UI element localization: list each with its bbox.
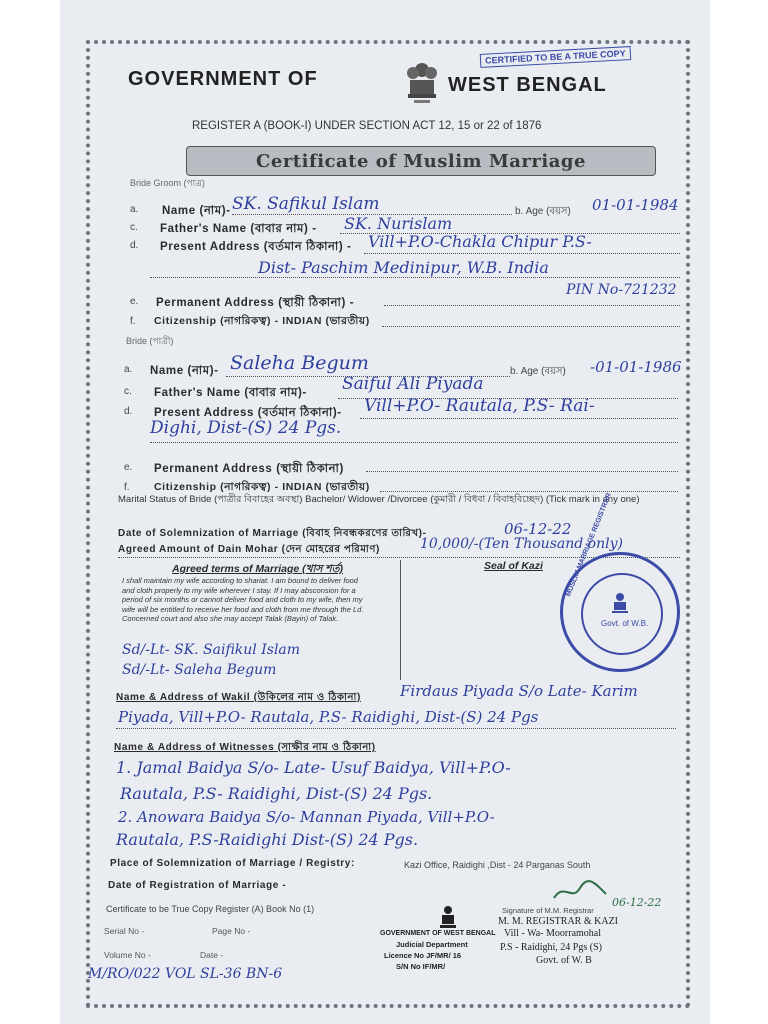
groom-present-value-1: Vill+P.O-Chakla Chipur P.S-	[368, 232, 592, 251]
registrar-line-4: Govt. of W. B	[536, 955, 592, 966]
bride-age-label: b. Age (বয়স)	[510, 366, 566, 377]
groom-f: f.	[130, 316, 136, 327]
reference-number: M/RO/022 VOL SL-36 BN-6	[88, 966, 283, 982]
groom-father-label: Father's Name (বাবার নাম) -	[160, 223, 317, 235]
govt-stamp-1: GOVERNMENT OF WEST BENGAL	[380, 930, 496, 937]
registration-date-label: Date of Registration of Marriage -	[108, 880, 287, 891]
registrar-line-2: Vill - Wa- Moorramohal	[504, 928, 601, 939]
groom-present-value-2: Dist- Paschim Medinipur, W.B. India	[258, 258, 549, 277]
page-label: Page No -	[212, 926, 251, 936]
seal-text: MUSLIM MARRIAGE REGISTRAR	[565, 492, 614, 598]
bride-present-value-2: Dighi, Dist-(S) 24 Pgs.	[150, 418, 342, 438]
volume-label: Volume No -	[104, 950, 151, 960]
bride-age-value: -01-01-1986	[590, 358, 682, 376]
bride-present-value-1: Vill+P.O- Rautala, P.S- Rai-	[364, 396, 595, 416]
groom-a: a.	[130, 204, 139, 215]
bride-a: a.	[124, 364, 133, 375]
bride-present-label: Present Address (বর্তমান ঠিকানা)-	[154, 407, 342, 419]
bride-father-value: Saiful Ali Piyada	[342, 374, 484, 394]
licence-no: Licence No JF/MR/ 16	[384, 951, 462, 960]
witness-2-line-2: Rautala, P.S-Raidighi Dist-(S) 24 Pgs.	[116, 830, 419, 849]
register-line: REGISTER A (BOOK-I) UNDER SECTION ACT 12, 15 or 22 of 1876	[192, 120, 542, 132]
bride-father-label: Father's Name (বাবার নাম)-	[154, 387, 307, 399]
registrar-signature-date: 06-12-22	[612, 896, 662, 909]
marital-status-label: Marital Status of Bride (পাত্রীর বিবাহের অবস্থা) Bachelor/ Widower /Divorcee (কুমারী / বিধবা / বিবাহবিচ্ছেদ) (Tick mark in any one)	[118, 494, 640, 505]
emblem-icon	[402, 58, 442, 110]
registrar-signature-label: Signature of M.M. Registrar	[502, 906, 594, 915]
registrar-line-1: M. M. REGISTRAR & KAZI	[498, 916, 619, 927]
place-label: Place of Solemnization of Marriage / Registry:	[110, 858, 355, 869]
seal-govt: Govt. of W.B.	[601, 619, 649, 628]
certified-stamp: CERTIFIED TO BE A TRUE COPY	[480, 46, 631, 68]
govt-stamp-2: Judicial Department	[396, 940, 468, 949]
serial-label: Serial No -	[104, 926, 145, 936]
solemnization-value: 06-12-22	[504, 520, 572, 538]
dain-mohar-value: 10,000/-(Ten Thousand only)	[420, 536, 623, 552]
groom-signature: Sd/-Lt- SK. Saifikul Islam	[122, 642, 301, 658]
witness-1-line-1: 1. Jamal Baidya S/o- Late- Usuf Baidya, Vill+P.O-	[116, 758, 511, 777]
govt-stamp-emblem-icon	[438, 904, 458, 930]
witness-1-line-2: Rautala, P.S- Raidighi, Dist-(S) 24 Pgs.	[120, 784, 433, 803]
agreed-terms-text: I shall maintain my wife according to shariat. I am bound to deliver food and cloth properly to my wife wherever I stay. If I may absconsion for a period of six months or cannot deliver food and cloth to my wife, then my wife will be entitled to receive her food and cloth from me through the Ld. Concerned court and also she may accept Talak (Bayin) of Talak.	[122, 576, 364, 623]
title-right: WEST BENGAL	[448, 74, 607, 96]
title-left: GOVERNMENT OF	[128, 68, 318, 90]
place-value: Kazi Office, Raidighi ,Dist - 24 Parganas South	[404, 860, 591, 870]
wakil-label: Name & Address of Wakil (উকিলের নাম ও ঠিকানা)	[116, 692, 361, 703]
wakil-value-2: Piyada, Vill+P.O- Rautala, P.S- Raidighi, Dist-(S) 24 Pgs	[118, 708, 539, 726]
groom-present-value-3: PIN No-721232	[566, 282, 677, 298]
groom-name-label: Name (নাম)-	[162, 205, 231, 217]
groom-name-value: SK. Safikul Islam	[232, 194, 380, 214]
bride-f: f.	[124, 482, 130, 493]
agreed-terms-title: Agreed terms of Marriage (খাস শর্ত)	[172, 563, 343, 575]
groom-age-label: b. Age (বয়স)	[515, 206, 571, 217]
witnesses-label: Name & Address of Witnesses (সাক্ষীর নাম ও ঠিকানা)	[114, 742, 376, 753]
bride-e: e.	[124, 462, 133, 473]
groom-father-value: SK. Nurislam	[344, 214, 453, 233]
groom-citizenship-label: Citizenship (নাগরিকত্ব) - INDIAN (ভারতীয়)	[154, 315, 370, 327]
wakil-value-1: Firdaus Piyada S/o Late- Karim	[400, 682, 638, 700]
bride-name-value: Saleha Begum	[230, 352, 369, 374]
solemnization-label: Date of Solemnization of Marriage (বিবাহ নিবন্ধকরণের তারিখ)-	[118, 528, 427, 539]
witness-2-line-1: 2. Anowara Baidya S/o- Mannan Piyada, Vill+P.O-	[118, 808, 495, 826]
dain-mohar-label: Agreed Amount of Dain Mohar (দেন মোহরের পরিমাণ)	[118, 544, 380, 555]
bride-citizenship-label: Citizenship (নাগরিকত্ব) - INDIAN (ভারতীয়)	[154, 481, 370, 493]
groom-age-value: 01-01-1984	[592, 196, 679, 214]
groom-c: c.	[130, 222, 138, 233]
groom-present-label: Present Address (বর্তমান ঠিকানা) -	[160, 241, 352, 253]
bride-permanent-label: Permanent Address (স্থায়ী ঠিকানা)	[154, 463, 344, 475]
groom-d: d.	[130, 240, 139, 251]
groom-permanent-label: Permanent Address (স্থায়ী ঠিকানা) -	[156, 297, 355, 309]
groom-section-label: Bride Groom (পাত্র)	[130, 178, 205, 188]
date-label: Date -	[200, 950, 224, 960]
kazi-seal	[560, 492, 680, 672]
bride-name-label: Name (নাম)-	[150, 365, 219, 377]
bride-section-label: Bride (পাত্রী)	[126, 336, 174, 346]
registrar-signature-mark	[550, 880, 610, 904]
groom-e: e.	[130, 296, 139, 307]
certificate-title: Certificate of Muslim Marriage	[256, 150, 586, 172]
seal-emblem-icon	[609, 591, 631, 615]
bride-c: c.	[124, 386, 132, 397]
bride-signature: Sd/-Lt- Saleha Begum	[122, 662, 277, 678]
certificate-title-banner	[186, 146, 656, 176]
seal-of-kazi-label: Seal of Kazi	[484, 560, 543, 572]
copy-register-label: Certificate to be True Copy Register (A) Book No (1)	[106, 904, 315, 914]
registrar-line-3: P.S - Raidighi, 24 Pgs (S)	[500, 942, 602, 953]
sn-no: S/N No IF/MR/	[396, 962, 446, 971]
bride-d: d.	[124, 406, 133, 417]
